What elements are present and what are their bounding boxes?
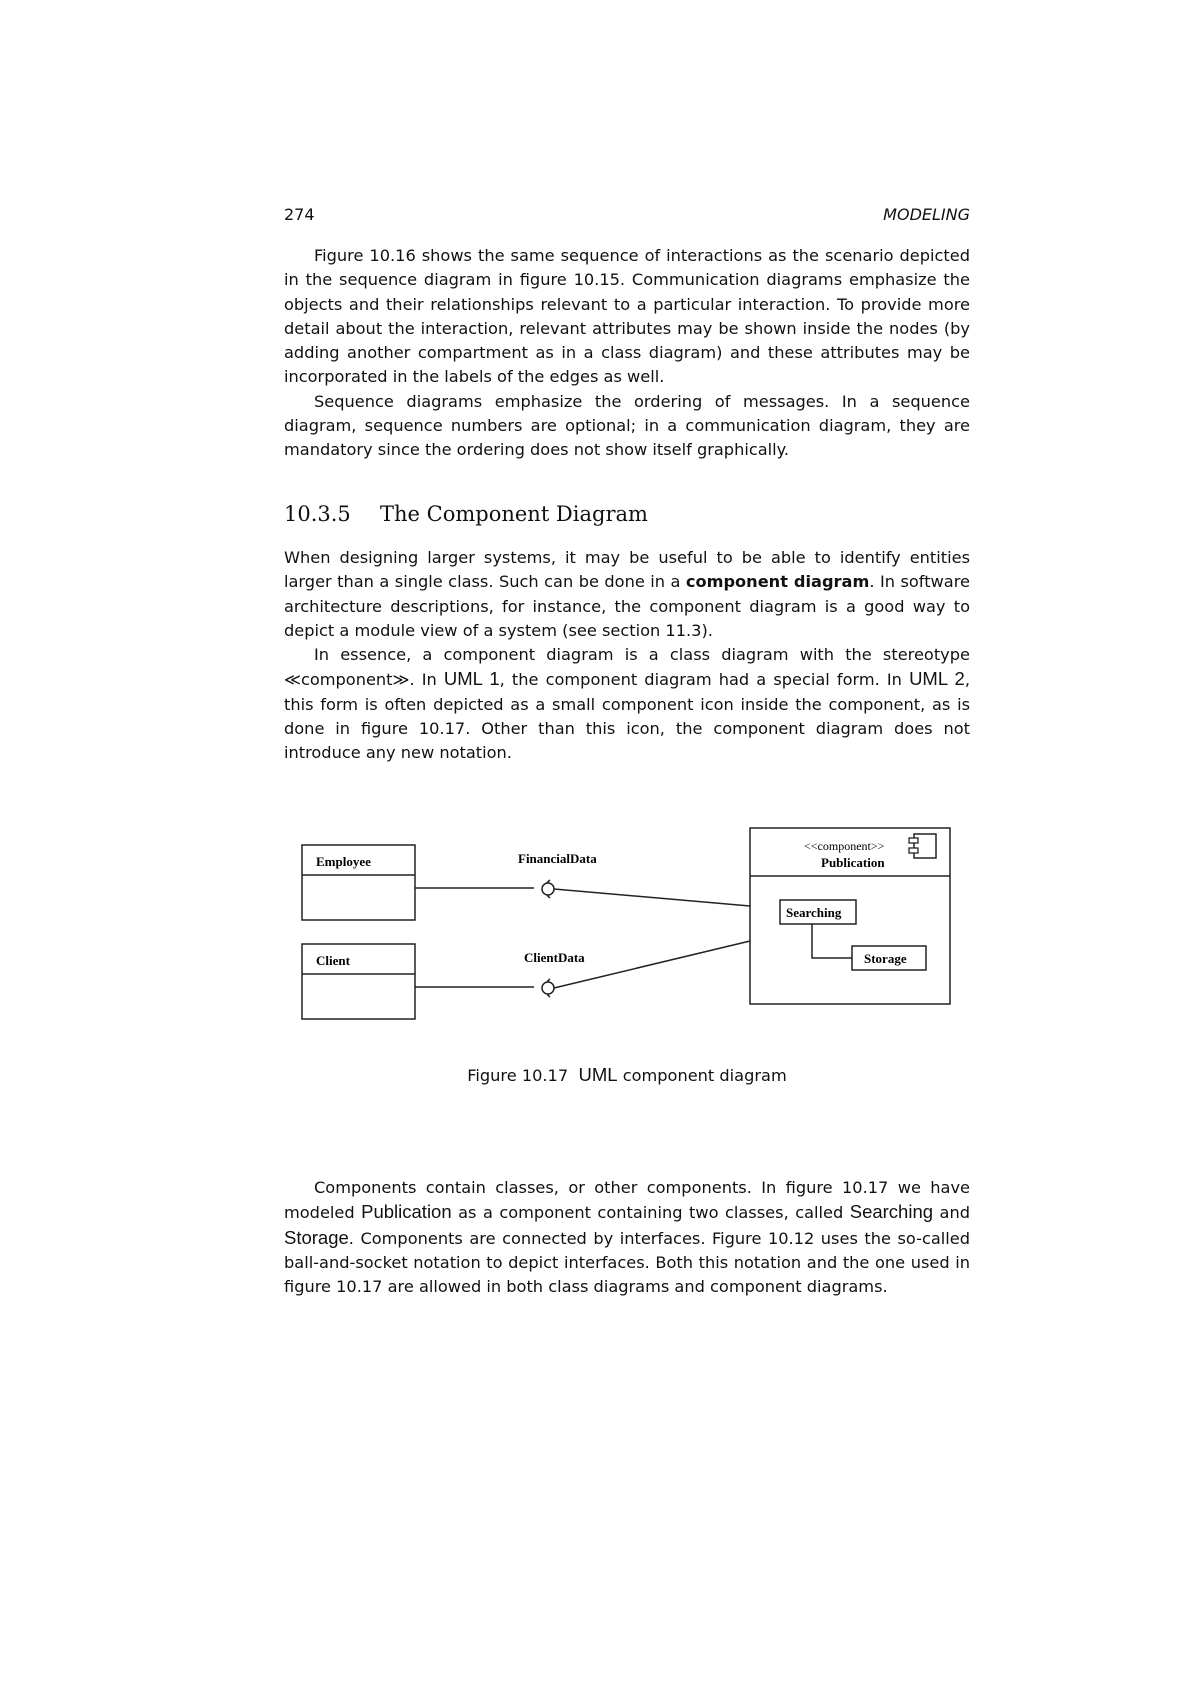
uml-1: UML 1 <box>443 668 500 690</box>
component-diagram <box>284 820 970 1030</box>
storage-label: Storage <box>864 951 907 966</box>
chapter-title: MODELING <box>883 205 970 224</box>
term-publication: Publication <box>361 1201 452 1223</box>
section-heading <box>284 502 970 526</box>
body-text: . Components are connected by interfaces. Figure 10.12 uses the so-called ball-and-socket notation to depict interfaces. Both this notation and the one used in figure 10.17 are allowed in both class diagrams and component diagrams. <box>284 1228 970 1297</box>
financial-data-label: FinancialData <box>518 851 597 866</box>
intro-paragraph-1: Figure 10.16 shows the same sequence of interactions as the scenario depicted in the sequence diagram in figure 10.15. Communication diagrams emphasize the objects and their relationships relevant to a particular interaction. To provide more detail about the interaction, relevant attributes may be shown inside the nodes (by adding another compartment as in a class diagram) and these attributes may be incorporated in the labels of the edges as well. <box>284 246 970 387</box>
employee-label: Employee <box>316 854 371 869</box>
term-searching: Searching <box>849 1201 934 1223</box>
body-paragraph-2 <box>284 643 970 765</box>
uml-2: UML 2 <box>909 668 965 690</box>
figure-caption <box>284 1064 970 1086</box>
body-text: In essence, a component diagram is a class diagram with the stereotype <box>314 645 970 665</box>
body-text: . In <box>409 670 444 690</box>
client-label: Client <box>316 953 350 968</box>
searching-label: Searching <box>786 905 842 920</box>
caption-label: Figure 10.17 <box>467 1066 569 1085</box>
component-icon-tab-bottom <box>909 848 918 853</box>
body-text: as a component containing two classes, called <box>451 1203 850 1223</box>
caption-text: component diagram <box>622 1066 787 1085</box>
body-text: When designing larger systems, it may be useful to be able to identify entities larger than a single class. Such can be done in a <box>284 548 970 592</box>
section-title: The Component Diagram <box>380 502 648 526</box>
client-ball <box>542 982 554 994</box>
client-data-label: ClientData <box>524 950 585 965</box>
financial-ball <box>542 883 554 895</box>
stereotype-label: <<component>> <box>804 839 885 853</box>
intro-paragraph-2: Sequence diagrams emphasize the ordering of messages. In a sequence diagram, sequence numbers are optional; in a communication diagram, they are mandatory since the ordering does not show itself graphically. <box>284 391 970 460</box>
page-number: 274 <box>284 205 315 224</box>
running-head <box>284 205 970 229</box>
body-text: Components contain classes, or other components. In figure 10.17 we have modeled <box>284 1178 970 1223</box>
section-number: 10.3.5 <box>284 502 351 526</box>
body-paragraph-1 <box>284 546 970 643</box>
body-text: and <box>933 1203 970 1223</box>
closing-paragraph <box>284 1176 970 1299</box>
stereotype-text: ≪component≫ <box>284 670 410 690</box>
publication-label: Publication <box>821 855 885 870</box>
body-text: , this form is often depicted as a small component icon inside the component, as is done in figure 10.17. Other than this icon, the component diagram does not introduce any new notation. <box>284 670 970 763</box>
caption-uml: UML <box>578 1064 618 1085</box>
term-storage: Storage <box>284 1226 349 1248</box>
financial-link <box>554 889 750 906</box>
body-text: , the component diagram had a special form. In <box>499 670 910 690</box>
section-body <box>284 546 970 766</box>
component-icon-tab-top <box>909 838 918 843</box>
term-component-diagram: component diagram <box>685 572 870 592</box>
closing-text <box>284 1176 970 1299</box>
intro-text <box>284 244 970 463</box>
body-text: . In software architecture descriptions, for instance, the component diagram is a good way to depict a module view of a system (see section 11.3). <box>284 572 970 640</box>
